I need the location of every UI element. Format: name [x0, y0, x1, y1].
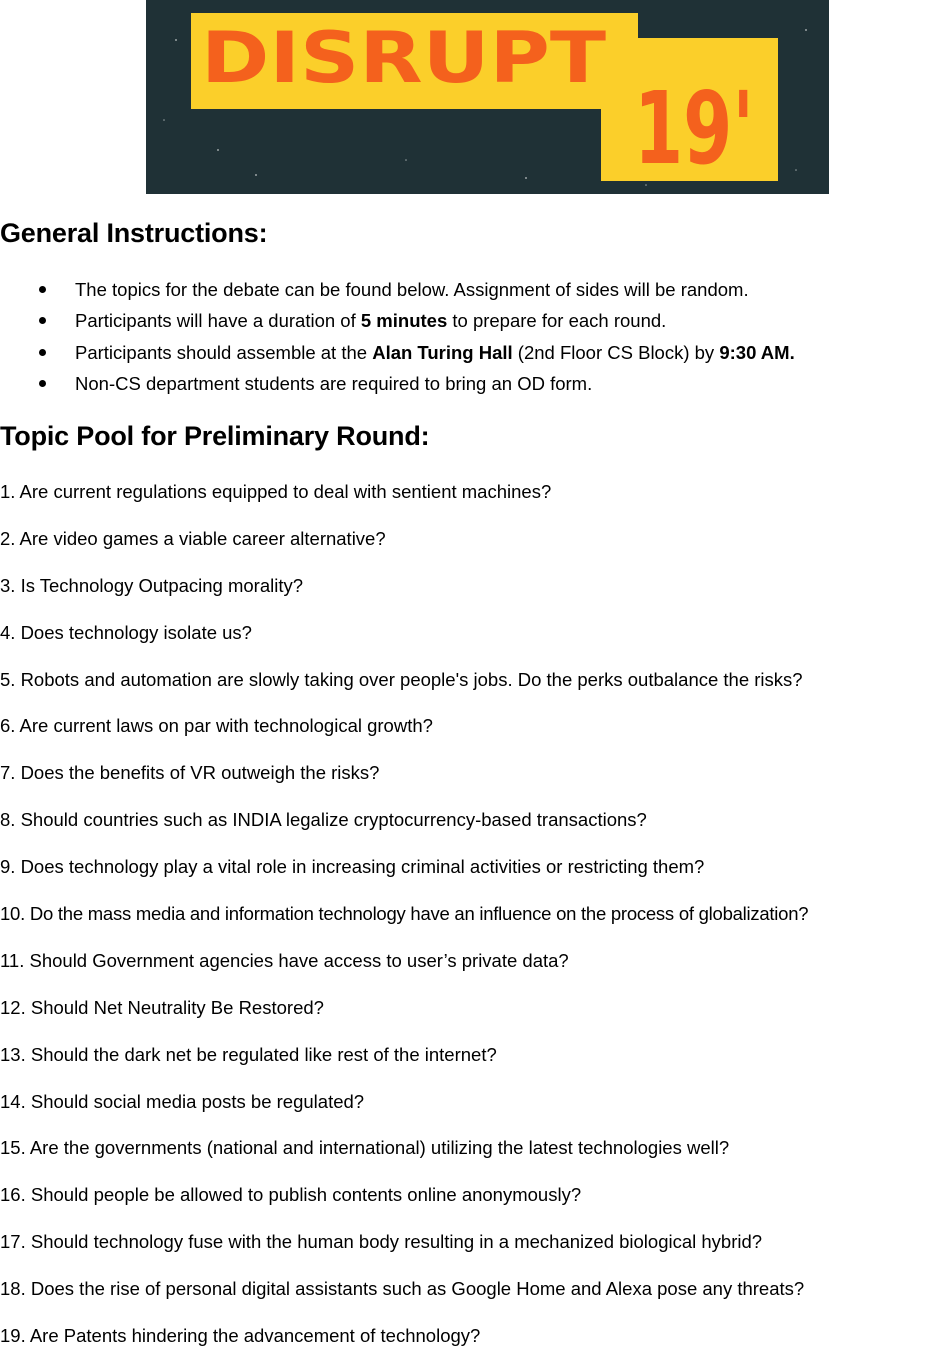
topic-item: 5. Robots and automation are slowly taking over people's jobs. Do the perks outbalance the risks?	[0, 668, 803, 690]
topic-item: 1. Are current regulations equipped to deal with sentient machines?	[0, 481, 552, 502]
topic-item: 10. Do the mass media and information technology have an influence on the process of globalization?	[0, 903, 809, 925]
topic-item: 8. Should countries such as INDIA legalize cryptocurrency-based transactions?	[0, 809, 647, 831]
topic-item: 7. Does the benefits of VR outweigh the risks?	[0, 762, 380, 784]
topic-item: 4. Does technology isolate us?	[0, 621, 252, 643]
bullet-icon	[39, 286, 46, 293]
instruction-item: Participants will have a duration of 5 minutes to prepare for each round.	[0, 307, 795, 338]
logo-word: DISRUPT	[201, 17, 607, 99]
topic-item: 13. Should the dark net be regulated like rest of the internet?	[0, 1043, 497, 1065]
instruction-item: The topics for the debate can be found below. Assignment of sides will be random.	[0, 276, 795, 307]
topic-item: 6. Are current laws on par with technological growth?	[0, 715, 433, 737]
topic-item: 9. Does technology play a vital role in increasing criminal activities or restricting them?	[0, 856, 705, 878]
instruction-item: Non-CS department students are required to bring an OD form.	[0, 370, 795, 401]
logo-year: 19'	[634, 70, 754, 187]
topic-pool-heading: Topic Pool for Preliminary Round:	[0, 421, 430, 451]
instructions-list	[0, 276, 795, 401]
topic-item: 18. Does the rise of personal digital assistants such as Google Home and Alexa pose any threats?	[0, 1278, 805, 1300]
general-instructions-heading: General Instructions:	[0, 218, 268, 248]
topic-item: 14. Should social media posts be regulated?	[0, 1090, 365, 1112]
topic-item: 19. Are Patents hindering the advancement of technology?	[0, 1325, 481, 1347]
instruction-item: Participants should assemble at the Alan Turing Hall (2nd Floor CS Block) by 9:30 AM.	[0, 339, 795, 370]
topic-item: 12. Should Net Neutrality Be Restored?	[0, 996, 324, 1018]
topic-item: 15. Are the governments (national and international) utilizing the latest technologies well?	[0, 1137, 730, 1159]
disrupt-banner	[146, 0, 829, 194]
disrupt-logo	[146, 0, 829, 194]
bullet-icon	[39, 317, 46, 324]
topic-item: 2. Are video games a viable career alternative?	[0, 527, 386, 549]
topic-item: 3. Is Technology Outpacing morality?	[0, 574, 304, 596]
topic-item: 11. Should Government agencies have access to user’s private data?	[0, 949, 569, 971]
topic-item: 17. Should technology fuse with the human body resulting in a mechanized biological hybrid?	[0, 1231, 763, 1253]
bullet-icon	[39, 349, 46, 356]
topic-item: 16. Should people be allowed to publish contents online anonymously?	[0, 1184, 582, 1206]
bullet-icon	[39, 380, 46, 387]
topic-list	[0, 479, 946, 1370]
